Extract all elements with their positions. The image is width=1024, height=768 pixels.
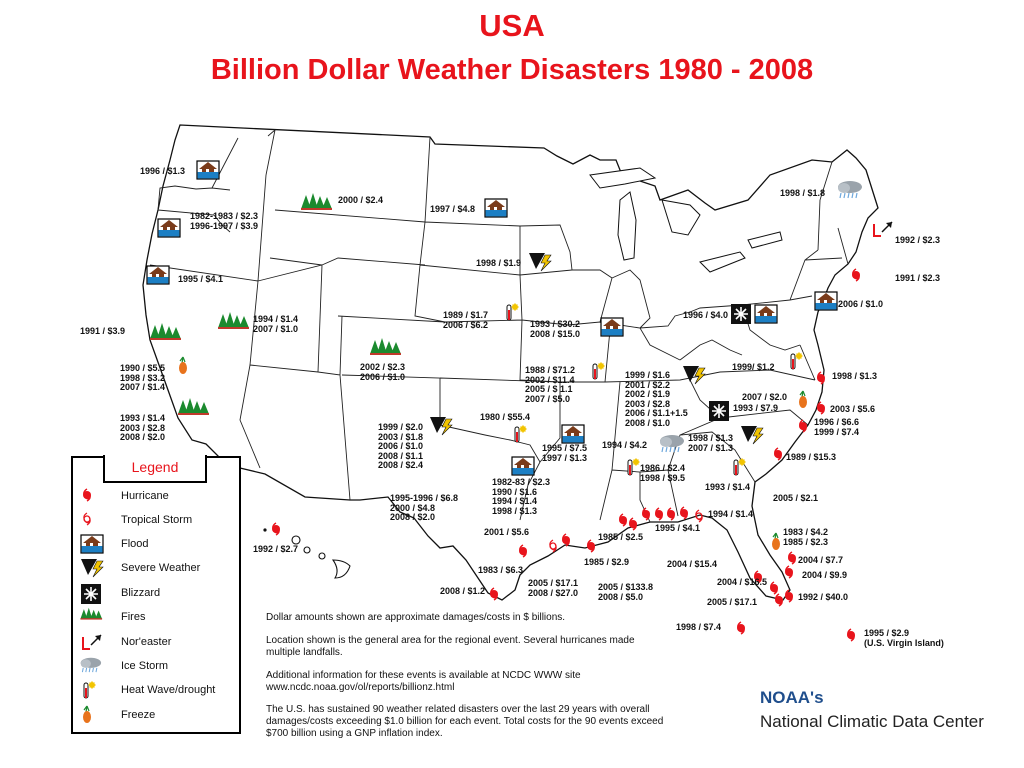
legend-item-label: Heat Wave/drought: [121, 684, 216, 696]
damage-label: 1998 / $1.3 2007 / $1.3: [688, 433, 734, 453]
hurricane-icon: [490, 588, 498, 600]
hurricane-icon: [847, 629, 855, 641]
damage-label: 1991 / $2.3: [895, 273, 941, 283]
hurricane-icon: [562, 534, 570, 546]
freeze-icon: [799, 391, 807, 408]
flood-icon: [562, 425, 584, 443]
legend-item-label: Blizzard: [121, 587, 161, 599]
note-amounts: Dollar amounts shown are approximate damages/costs in $ billions.: [266, 612, 566, 623]
damage-label: 2007 / $2.0: [742, 392, 788, 402]
flood-icon: [755, 305, 777, 323]
damage-label: 2001 / $5.6: [484, 527, 530, 537]
damage-label: 1982-1983 / $2.3 1996-1997 / $3.9: [190, 211, 259, 231]
damage-label: 1993 / $1.4 2003 / $2.8 2008 / $2.0: [120, 413, 166, 442]
blizzard-icon: [731, 304, 751, 324]
damage-label: 1991 / $3.9: [80, 326, 126, 336]
damage-label: 1995 / $4.1: [178, 274, 224, 284]
damage-label: 1990 / $5.5 1998 / $3.2 2007 / $1.4: [120, 363, 166, 392]
hurricane-icon: [785, 566, 793, 578]
hurricane-icon: [799, 420, 807, 432]
damage-label: 1995 / $4.1: [655, 523, 701, 533]
damage-label: 1994 / $4.2: [602, 440, 648, 450]
ncdc-name: National Climatic Data Center: [760, 712, 984, 731]
fires-icon: [370, 338, 401, 355]
damage-label: 1998 / $1.9: [476, 258, 522, 268]
damage-label: 1989 / $1.7 2006 / $6.2: [443, 310, 489, 330]
note-additional-info: Additional information for these events is available at NCDC WWW site www.ncdc.noaa.gov/ol/reports/billionz.html: [266, 670, 581, 693]
damage-label: 1992 / $2.7: [253, 544, 299, 554]
legend: [71, 456, 241, 734]
ice-storm-icon: [79, 656, 103, 676]
damage-label: 1993 / $7.9: [733, 403, 779, 413]
damage-label: 2005 / $133.8 2008 / $5.0: [598, 582, 654, 602]
heat-wave-icon: [515, 425, 527, 442]
hurricane-icon: [587, 540, 595, 552]
hurricane-icon: [667, 508, 675, 520]
damage-label: 2000 / $2.4: [338, 195, 384, 205]
legend-item-label: Nor'easter: [121, 636, 172, 648]
freeze-icon: [79, 705, 103, 725]
legend-title-box: [103, 455, 207, 483]
flood-icon: [158, 219, 180, 237]
hurricane-icon: [737, 622, 745, 634]
heat-wave-icon: [507, 303, 519, 320]
damage-label: 1983 / $4.2 1985 / $2.3: [783, 527, 829, 547]
ice-storm-icon: [660, 435, 684, 452]
title-line-1: USA: [479, 8, 545, 43]
damage-label: 1985 / $2.9: [584, 557, 630, 567]
legend-item-label: Tropical Storm: [121, 514, 193, 526]
fires-icon: [150, 323, 181, 340]
flood-icon: [79, 534, 103, 554]
fires-icon: [79, 607, 103, 627]
severe-weather-icon: [529, 253, 551, 271]
damage-label: 1995-1996 / $6.8 2000 / $4.8 2008 / $2.0: [390, 493, 459, 522]
damage-label: 1989 / $15.3: [786, 452, 837, 462]
damage-label: 2005 / $17.1 2008 / $27.0: [528, 578, 579, 598]
damage-label: 1996 / $6.6 1999 / $7.4: [814, 417, 860, 437]
hurricane-icon: [619, 514, 627, 526]
damage-label: 1992 / $40.0: [798, 592, 849, 602]
damage-label: 2002 / $2.3 2006 / $1.0: [360, 362, 406, 382]
damage-label: 1996 / $1.3: [140, 166, 186, 176]
damage-label: 1994 / $1.4: [708, 509, 754, 519]
damage-label: 1982-83 / $2.3 1990 / $1.6 1994 / $1.4 1998 / $1.3: [492, 477, 551, 516]
hurricane-icon: [817, 402, 825, 414]
legend-item-label: Fires: [121, 611, 146, 623]
hurricane-icon: [79, 486, 103, 506]
damage-label: 2008 / $1.2: [440, 586, 486, 596]
legend-item-label: Freeze: [121, 709, 156, 721]
damage-label: 1992 / $2.3: [895, 235, 941, 245]
damage-label: 2004 / $16.5: [717, 577, 768, 587]
hurricane-icon: [774, 448, 782, 460]
damage-label: 2005 / $2.1: [773, 493, 819, 503]
heat-wave-icon: [734, 458, 746, 475]
noaa-agency: NOAA's: [760, 688, 824, 707]
damage-label: 1996 / $4.0: [683, 310, 729, 320]
freeze-icon: [179, 357, 187, 374]
damage-label: 1998 / $7.4: [676, 622, 722, 632]
legend-item-label: Severe Weather: [121, 562, 201, 574]
hurricane-icon: [788, 552, 796, 564]
flood-icon: [815, 292, 837, 310]
damage-label: 1999 / $1.6 2001 / $2.2 2002 / $1.9 2003 / $2.8 2006 / $1.1+1.5 2008 / $1.0: [625, 370, 688, 428]
damage-label: 2004 / $7.7: [798, 555, 844, 565]
severe-weather-icon: [79, 558, 103, 578]
hurricane-icon: [775, 594, 783, 606]
severe-weather-icon: [741, 426, 763, 444]
flood-icon: [197, 161, 219, 179]
blizzard-icon: [79, 583, 103, 603]
blizzard-icon: [709, 401, 729, 421]
damage-label: 1998 / $1.3: [832, 371, 878, 381]
great-lakes: [590, 168, 782, 272]
damage-label: 1995 / $7.5 1997 / $1.3: [542, 443, 588, 463]
damage-label: 1983 / $6.3: [478, 565, 524, 575]
tropical-storm-icon: [79, 510, 103, 530]
damage-label: 1998 / $1.8: [780, 188, 826, 198]
damage-label: 1994 / $1.4 2007 / $1.0: [253, 314, 299, 334]
damage-label: 2005 / $17.1: [707, 597, 758, 607]
damage-label: 2006 / $1.0: [838, 299, 884, 309]
noreaster-icon: [874, 222, 892, 236]
severe-weather-icon: [430, 417, 452, 435]
hurricane-icon: [770, 582, 778, 594]
fires-icon: [218, 312, 249, 329]
damage-label: 2004 / $9.9: [802, 570, 848, 580]
legend-title: Legend: [131, 459, 179, 475]
damage-label: 1985 / $2.5: [598, 532, 644, 542]
heat-wave-icon: [79, 680, 103, 700]
damage-label: 1986 / $2.4 1998 / $9.5: [640, 463, 686, 483]
hurricane-icon: [655, 508, 663, 520]
hurricane-icon: [629, 518, 637, 530]
damage-label: 2004 / $15.4: [667, 559, 718, 569]
marker-dot: [263, 528, 266, 531]
fires-icon: [301, 193, 332, 210]
alaska-hawaii: [292, 536, 350, 578]
flood-icon: [512, 457, 534, 475]
title-line-2: Billion Dollar Weather Disasters 1980 - 2008: [210, 54, 814, 86]
noreaster-icon: [79, 632, 103, 652]
hurricane-icon: [680, 507, 688, 519]
flood-icon: [601, 318, 623, 336]
tropical-storm-icon: [550, 540, 556, 552]
damage-label: 1999/ $1.2: [732, 362, 775, 372]
damage-label: 1988 / $71.2 2002 / $11.4 2005 / $ 1.1 2007 / $5.0: [525, 365, 576, 404]
damage-label: 1980 / $55.4: [480, 412, 531, 422]
heat-wave-icon: [791, 352, 803, 369]
ice-storm-icon: [838, 181, 862, 198]
freeze-icon: [772, 533, 780, 550]
heat-wave-icon: [593, 362, 605, 379]
damage-label: 1997 / $4.8: [430, 204, 476, 214]
hurricane-icon: [272, 523, 280, 535]
note-location: Location shown is the general area for the regional event. Several hurricanes made multiple landfalls.: [266, 635, 635, 658]
damage-label: 1993 / $30.2 2008 / $15.0: [530, 319, 581, 339]
legend-item-label: Hurricane: [121, 490, 169, 502]
heat-wave-icon: [628, 458, 640, 475]
damage-label: 1995 / $2.9 (U.S. Virgin Island): [864, 628, 944, 648]
legend-item-label: Flood: [121, 538, 149, 550]
hurricane-icon: [852, 269, 860, 281]
damage-label: 2003 / $5.6: [830, 404, 876, 414]
hurricane-icon: [642, 508, 650, 520]
note-summary: The U.S. has sustained 90 weather related disasters over the last 29 years with overall damages/costs exceeding $1.0 billion for each event. Total costs for the 90 events exceed $700 billion using a GNP inflation index.: [266, 704, 664, 739]
damage-label: 1999 / $2.0 2003 / $1.8 2006 / $1.0 2008 / $1.1 2008 / $2.4: [378, 422, 424, 470]
fires-icon: [178, 398, 209, 415]
flood-icon: [147, 266, 169, 284]
legend-item-label: Ice Storm: [121, 660, 169, 672]
flood-icon: [485, 199, 507, 217]
damage-label: 1993 / $1.4: [705, 482, 751, 492]
hurricane-icon: [519, 545, 527, 557]
